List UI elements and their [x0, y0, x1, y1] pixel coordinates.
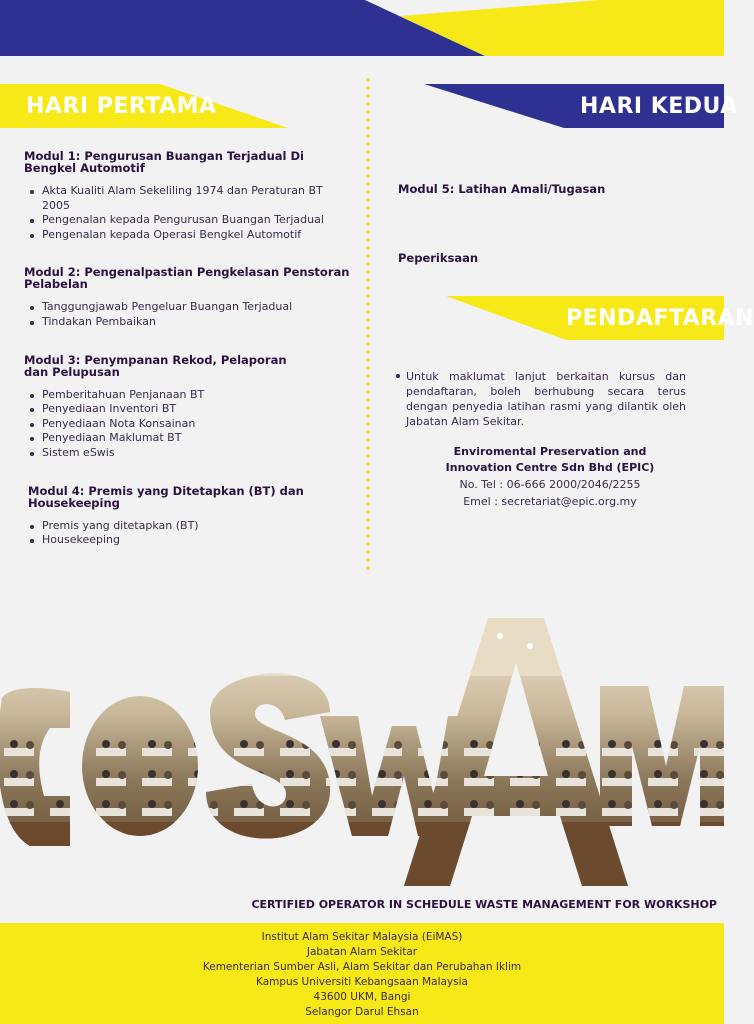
footer-line: Selangor Darul Ehsan [305, 1006, 419, 1018]
footer-line: Kampus Universiti Kebangsaan Malaysia [256, 976, 468, 988]
org-name-line1: Enviromental Preservation and [453, 445, 647, 458]
list-item: Penyediaan Maklumat BT [28, 431, 354, 446]
list-item: Akta Kualiti Alam Sekeliling 1974 dan Peraturan BT 2005 [28, 184, 354, 213]
top-decoration [0, 0, 724, 56]
module-4 [28, 485, 354, 548]
list-item: Sistem eSwis [28, 446, 354, 461]
list-item: Tanggungjawab Pengeluar Buangan Terjadual [28, 300, 354, 315]
list-item: Premis yang ditetapkan (BT) [28, 519, 354, 534]
list-item: Penyediaan Nota Konsainan [28, 417, 354, 432]
registration-banner-label: PENDAFTARAN [566, 306, 754, 331]
module-title: Modul 2: Pengenalpastian Pengkelasan Penstoran Pelabelan [24, 265, 350, 292]
module-title: Modul 4: Premis yang Ditetapkan (BT) dan Housekeeping [28, 483, 304, 510]
list-item: Housekeeping [28, 533, 354, 548]
day2-exam: Peperiksaan [398, 251, 479, 265]
day2-module5: Modul 5: Latihan Amali/Tugasan [398, 182, 606, 196]
coswam-photo-logo [0, 616, 724, 892]
program-subtitle: CERTIFIED OPERATOR IN SCHEDULE WASTE MANAGEMENT FOR WORKSHOP [251, 898, 717, 911]
email-address: Emel : secretariat@epic.org.my [463, 495, 637, 508]
phone-number: No. Tel : 06-666 2000/2046/2255 [459, 478, 641, 491]
org-name-line2: Innovation Centre Sdn Bhd (EPIC) [445, 461, 655, 474]
module-title: Modul 3: Penympanan Rekod, Pelaporan dan Pelupusan [24, 352, 287, 379]
list-item: Penyediaan Inventori BT [28, 402, 354, 417]
footer-line: Kementerian Sumber Asli, Alam Sekitar dan Perubahan Iklim [202, 961, 522, 973]
registration-info: Untuk maklumat lanjut berkaitan kursus dan pendaftaran, boleh berhubung secara terus dengan penyedia latihan rasmi yang dilantik oleh Jabatan Alam Sekitar. [396, 369, 686, 429]
footer-line: Institut Alam Sekitar Malaysia (EiMAS) [261, 931, 463, 943]
list-item: Pengenalan kepada Operasi Bengkel Automotif [28, 228, 354, 243]
module-1 [24, 150, 354, 242]
list-item: Tindakan Pembaikan [28, 315, 354, 330]
day1-banner-label: HARI PERTAMA [26, 94, 217, 119]
module-items [28, 519, 354, 548]
module-items [28, 300, 354, 329]
day2-banner [424, 84, 738, 128]
day2-banner-label: HARI KEDUA [580, 94, 738, 119]
footer-line: Jabatan Alam Sekitar [306, 946, 418, 958]
module-items [28, 184, 354, 242]
registration-banner [446, 296, 754, 340]
contact-block [440, 444, 660, 510]
day1-content [24, 150, 354, 548]
module-2 [24, 266, 354, 329]
list-item: Pengenalan kepada Pengurusan Buangan Terjadual [28, 213, 354, 228]
day1-banner [0, 84, 290, 128]
footer-address [0, 923, 724, 1024]
footer-line: 43600 UKM, Bangi [313, 991, 411, 1003]
module-title: Modul 1: Pengurusan Buangan Terjadual Di Bengkel Automotif [24, 149, 304, 175]
list-item: Pemberitahuan Penjanaan BT [28, 388, 354, 403]
dotted-divider [366, 76, 370, 570]
module-3 [24, 354, 354, 461]
module-items [28, 388, 354, 461]
